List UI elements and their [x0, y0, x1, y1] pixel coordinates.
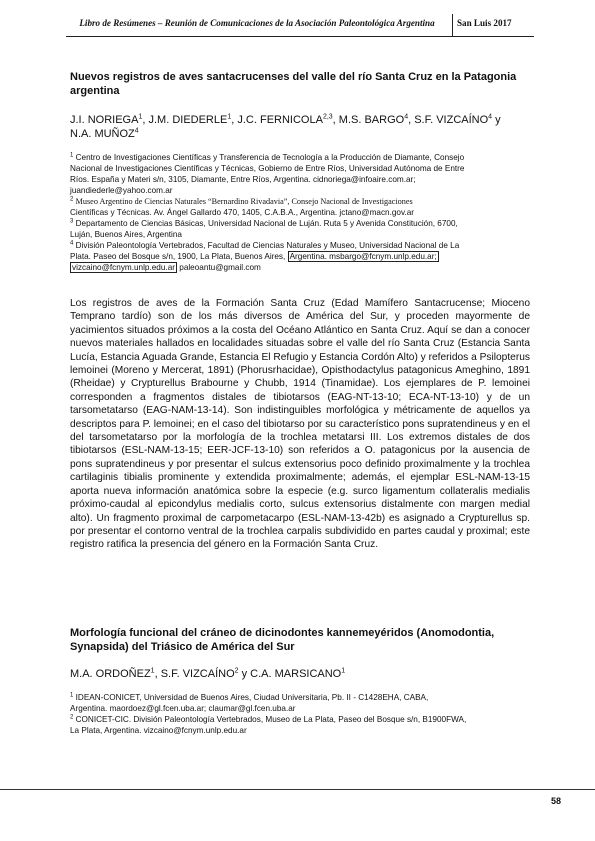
author-conjunction: y: [492, 114, 501, 126]
affiliation-line: La Plata, Argentina. vizcaino@fcnym.unlp.edu.ar: [70, 726, 247, 735]
affil-email: paleoantu@gmail.com: [176, 263, 261, 272]
author-affil-mark: 1: [138, 113, 143, 121]
header-divider: [452, 14, 453, 36]
affil-text: Centro de Investigaciones Científicas y Transferencia de Tecnología a la Producción de Diamante, Consejo: [75, 153, 465, 162]
affiliation-line: [70, 218, 530, 229]
running-header: [66, 14, 534, 36]
article2-affiliations: [70, 692, 530, 736]
article1-authors-line: [70, 127, 540, 141]
affiliation-line: Ríos. España y Materi s/n, 3105, Diamante, Entre Ríos, Argentina. cidnoriega@infoaire.com.ar;: [70, 175, 416, 184]
affil-number: 3: [70, 218, 74, 225]
affil-number: 2: [70, 714, 74, 721]
affiliation-line: [70, 196, 530, 207]
author-affil-mark: 2,3: [322, 113, 333, 121]
author-name: y C.A. MARSICANO: [238, 668, 342, 680]
author-affil-mark: 4: [488, 113, 493, 121]
article1-title: [70, 70, 530, 98]
header-book-title: Libro de Resúmenes – Reunión de Comunicaciones de la Asociación Paleontológica Argentina: [79, 18, 435, 28]
affil-text: Museo Argentino de Ciencias Naturales “Bernardino Rivadavia”, Consejo Nacional de Investigaciones: [75, 197, 413, 206]
affiliation-line: [70, 152, 530, 163]
article2-title-line: Morfología funcional del cráneo de dicinodontes kannemeyéridos (Anomodontia,: [70, 627, 495, 639]
author-name: , S.F. VIZCAÍNO: [154, 668, 235, 680]
header-event: San Luis 2017: [457, 18, 512, 28]
page-number: 58: [551, 796, 562, 806]
author-affil-mark: 1: [341, 667, 346, 675]
author-name: , J.C. FERNICOLA: [231, 114, 323, 126]
header-rule: [66, 36, 534, 37]
author-name: J.I. NORIEGA: [70, 114, 139, 126]
boxed-email: vizcaino@fcnym.unlp.edu.ar: [72, 263, 175, 272]
article1-authors-line: [70, 113, 540, 127]
article1-authors: [70, 113, 540, 141]
affil-number: 1: [70, 692, 74, 699]
article1-affiliations: [70, 152, 530, 273]
affiliation-line: [70, 714, 530, 725]
article1-title-line: Nuevos registros de aves santacrucenses del valle del río Santa Cruz en la Patagonia: [70, 71, 517, 83]
article2-title: [70, 626, 530, 654]
author-affil-mark: 4: [134, 127, 139, 135]
affiliation-line: juandiederle@yahoo.com.ar: [70, 186, 173, 195]
affil-number: 2: [70, 196, 74, 203]
affiliation-line: Nacional de Investigaciones Científicas y Técnicas, Gobierno de Entre Ríos, Universidad Autónoma de Entre: [70, 164, 465, 173]
author-affil-mark: 1: [150, 667, 155, 675]
affiliation-line: [70, 692, 530, 703]
footer-rule: [0, 789, 595, 790]
affiliation-line: [70, 251, 530, 262]
affil-text: IDEAN-CONICET, Universidad de Buenos Aires, Ciudad Universitaria, Pb. II - C1428EHA, CABA,: [75, 693, 429, 702]
affil-number: 4: [70, 240, 74, 247]
author-name: , S.F. VIZCAÍNO: [408, 114, 489, 126]
affil-number: 1: [70, 152, 74, 159]
author-name: , M.S. BARGO: [332, 114, 405, 126]
boxed-email: Argentina. msbargo@fcnym.unlp.edu.ar;: [289, 252, 437, 261]
article2-title-line: Synapsida) del Triásico de América del Sur: [70, 641, 295, 653]
author-affil-mark: 4: [404, 113, 409, 121]
author-name: , J.M. DIEDERLE: [142, 114, 228, 126]
affiliation-line: [70, 240, 530, 251]
author-name: M.A. ORDOÑEZ: [70, 668, 151, 680]
author-name: N.A. MUÑOZ: [70, 128, 135, 140]
affiliation-line: Luján, Buenos Aires, Argentina: [70, 230, 182, 239]
author-affil-mark: 1: [227, 113, 232, 121]
affiliation-line: Argentina. maordoez@gl.fcen.uba.ar; claumar@gl.fcen.uba.ar: [70, 704, 296, 713]
affil-text: Plata. Paseo del Bosque s/n, 1900, La Plata, Buenos Aires,: [70, 252, 286, 261]
affil-text: Departamento de Ciencias Básicas, Universidad Nacional de Luján. Ruta 5 y Avenida Constitución, 6700,: [75, 219, 458, 228]
affil-text: CONICET-CIC. División Paleontología Vertebrados, Museo de La Plata, Paseo del Bosque s/n, B1900FWA,: [75, 715, 467, 724]
affil-text: División Paleontología Vertebrados, Facultad de Ciencias Naturales y Museo, Universidad Nacional de La: [75, 241, 460, 250]
author-affil-mark: 2: [234, 667, 239, 675]
article1-title-line: argentina: [70, 85, 120, 97]
article2-authors: [70, 667, 540, 681]
affiliation-line: [70, 262, 530, 273]
article1-abstract: Los registros de aves de la Formación Santa Cruz (Edad Mamífero Santacrucense; Mioceno Temprano tardío) son de los más diversos de América del Sur, y proceden mayormente de yacimientos situados próximos a la costa del Océano Atlántico en Santa Cruz. Aquí se dan a conocer nuevos materiales hallados en localidades situadas sobre el valle del río Santa Cruz (Estancia Santa Lucía, Estancia Aguada Grande, Estancia El Refugio y Estancia Cordón Alto) y referidos a Psilopterus lemoinei (Moreno y Mercerat, 1891) (Phorusrhacidae), Opisthodactylus patagonicus Ameghino, 1891 (Rheidae) y Crypturellus Brabourne y Chubb, 1914 (Tinamidae). Los ejemplares de P. lemoinei corresponden a fragmentos distales de tibiotarsos (EAG-NT-13-10; ECA-NT-13-10) y de un tarsometatarso (EAG-NAM-13-14). Son indistinguibles morfológica y métricamente de aquellos ya descriptos para P. lemoinei; en el caso del tibiotarso por su característico pons supratendineus y en el del tarsometatarso por la morfología de la trochlea metatarsi III. Los extremos distales de dos tibiotarsos (ESL-NAM-13-15; EER-JCF-13-10) son referidos a O. patagonicus por la ausencia de pons supratendineus y por presentar el sulcus extensorius poco definido proximalmente y la trochlea cartilaginis tibialis prominente y extendida proximalmente; además, el ejemplar ESL-NAM-13-15 aporta nueva información anatómica sobre la especie (e.g. surco ligamentum collateralis medialis próximo-caudal al epicondylus medialis corto, sulcus extensorius distalmente con margen medial alto). Un fragmento proximal de carpometacarpo (ESL-NAM-13-42b) es asignado a Crypturellus sp. por presentar el contorno ventral de la trochlea carpalis subdividido en partes caudal y proximal; este registro ratifica la presencia del género en la Formación Santa Cruz.: [70, 298, 530, 551]
affiliation-line: Científicas y Técnicas. Av. Ángel Gallardo 470, 1405, C.A.B.A., Argentina. jctano@macn.gov.ar: [70, 208, 415, 217]
